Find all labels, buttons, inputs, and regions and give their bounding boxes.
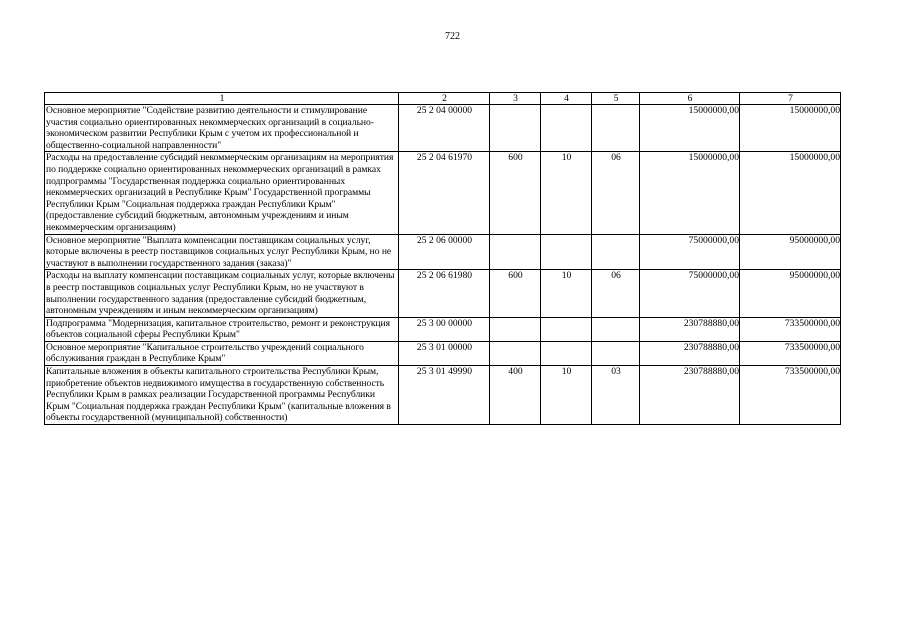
row-expense-type: 600 — [490, 270, 541, 317]
row-description: Основное мероприятие "Содействие развитию деятельности и стимулирование участия социально ориентированных некоммерческих организаций в социально-экономическом развитии Республики Крым с учетом их профессиональной и общественно-социальной направленности" — [45, 105, 399, 152]
row-code: 25 2 06 00000 — [399, 234, 490, 270]
table-row — [45, 366, 841, 425]
table-row — [45, 234, 841, 270]
page-number: 722 — [445, 31, 460, 42]
column-header-7: 7 — [740, 93, 841, 105]
row-expense-type — [490, 234, 541, 270]
row-section — [541, 234, 592, 270]
row-code: 25 3 01 49990 — [399, 366, 490, 425]
row-amount-2: 15000000,00 — [740, 105, 841, 152]
row-subsection: 06 — [592, 270, 640, 317]
row-amount-2: 733500000,00 — [740, 341, 841, 365]
row-description: Подпрограмма "Модернизация, капитальное строительство, ремонт и реконструкция объектов социальной сферы Республики Крым" — [45, 317, 399, 341]
row-expense-type — [490, 341, 541, 365]
row-amount-1: 230788880,00 — [640, 341, 740, 365]
column-header-4: 4 — [541, 93, 592, 105]
row-description: Капитальные вложения в объекты капитального строительства Республики Крым, приобретение объектов недвижимого имущества в государственную собственность Республики Крым в рамках реализации Государственной программы Республики Крым "Социальная поддержка граждан Республики Крым" (капитальные вложения в объекты государственной (муниципальной) собственности) — [45, 366, 399, 425]
row-description: Основное мероприятие "Выплата компенсации поставщикам социальных услуг, которые включены в реестр поставщиков социальных услуг Республики Крым, но не участвуют в выполнении государственного задания (заказа)" — [45, 234, 399, 270]
row-amount-1: 230788880,00 — [640, 366, 740, 425]
row-amount-2: 733500000,00 — [740, 366, 841, 425]
table-row — [45, 270, 841, 317]
row-code: 25 3 01 00000 — [399, 341, 490, 365]
table-row — [45, 341, 841, 365]
row-expense-type: 600 — [490, 152, 541, 234]
row-description: Расходы на выплату компенсации поставщикам социальных услуг, которые включены в реестр поставщиков социальных услуг Республики Крым, но не участвуют в выполнении государственного задания (предоставление субсидий бюджетным, автономным учреждениям и иным некоммерческим организациям) — [45, 270, 399, 317]
column-header-5: 5 — [592, 93, 640, 105]
row-description: Расходы на предоставление субсидий некоммерческим организациям на мероприятия по поддержке социально ориентированных некоммерческих организаций в рамках подпрограммы "Государственная поддержка социально ориентированных некоммерческих организаций в Республике Крым" Государственной программы Республики Крым "Социальная поддержка граждан Республики Крым" (предоставление субсидий бюджетным, автономным учреждениям и иным некоммерческим организациям) — [45, 152, 399, 234]
row-amount-2: 15000000,00 — [740, 152, 841, 234]
row-section — [541, 105, 592, 152]
row-amount-2: 95000000,00 — [740, 234, 841, 270]
row-description: Основное мероприятие "Капитальное строительство учреждений социального обслуживания граждан в Республике Крым" — [45, 341, 399, 365]
row-subsection: 06 — [592, 152, 640, 234]
budget-table — [44, 92, 841, 425]
row-subsection — [592, 317, 640, 341]
row-subsection: 03 — [592, 366, 640, 425]
header-row — [45, 93, 841, 105]
row-amount-1: 75000000,00 — [640, 234, 740, 270]
row-expense-type — [490, 317, 541, 341]
row-code: 25 3 00 00000 — [399, 317, 490, 341]
row-amount-2: 95000000,00 — [740, 270, 841, 317]
row-amount-1: 15000000,00 — [640, 105, 740, 152]
row-code: 25 2 04 00000 — [399, 105, 490, 152]
row-code: 25 2 04 61970 — [399, 152, 490, 234]
row-subsection — [592, 341, 640, 365]
column-header-3: 3 — [490, 93, 541, 105]
row-section — [541, 317, 592, 341]
column-header-6: 6 — [640, 93, 740, 105]
row-section: 10 — [541, 270, 592, 317]
row-section: 10 — [541, 366, 592, 425]
row-code: 25 2 06 61980 — [399, 270, 490, 317]
table-row — [45, 317, 841, 341]
row-amount-1: 75000000,00 — [640, 270, 740, 317]
row-amount-2: 733500000,00 — [740, 317, 841, 341]
row-amount-1: 230788880,00 — [640, 317, 740, 341]
table-row — [45, 105, 841, 152]
column-header-1: 1 — [45, 93, 399, 105]
row-section: 10 — [541, 152, 592, 234]
column-header-2: 2 — [399, 93, 490, 105]
row-subsection — [592, 234, 640, 270]
row-subsection — [592, 105, 640, 152]
row-expense-type: 400 — [490, 366, 541, 425]
row-amount-1: 15000000,00 — [640, 152, 740, 234]
row-section — [541, 341, 592, 365]
table-row — [45, 152, 841, 234]
row-expense-type — [490, 105, 541, 152]
